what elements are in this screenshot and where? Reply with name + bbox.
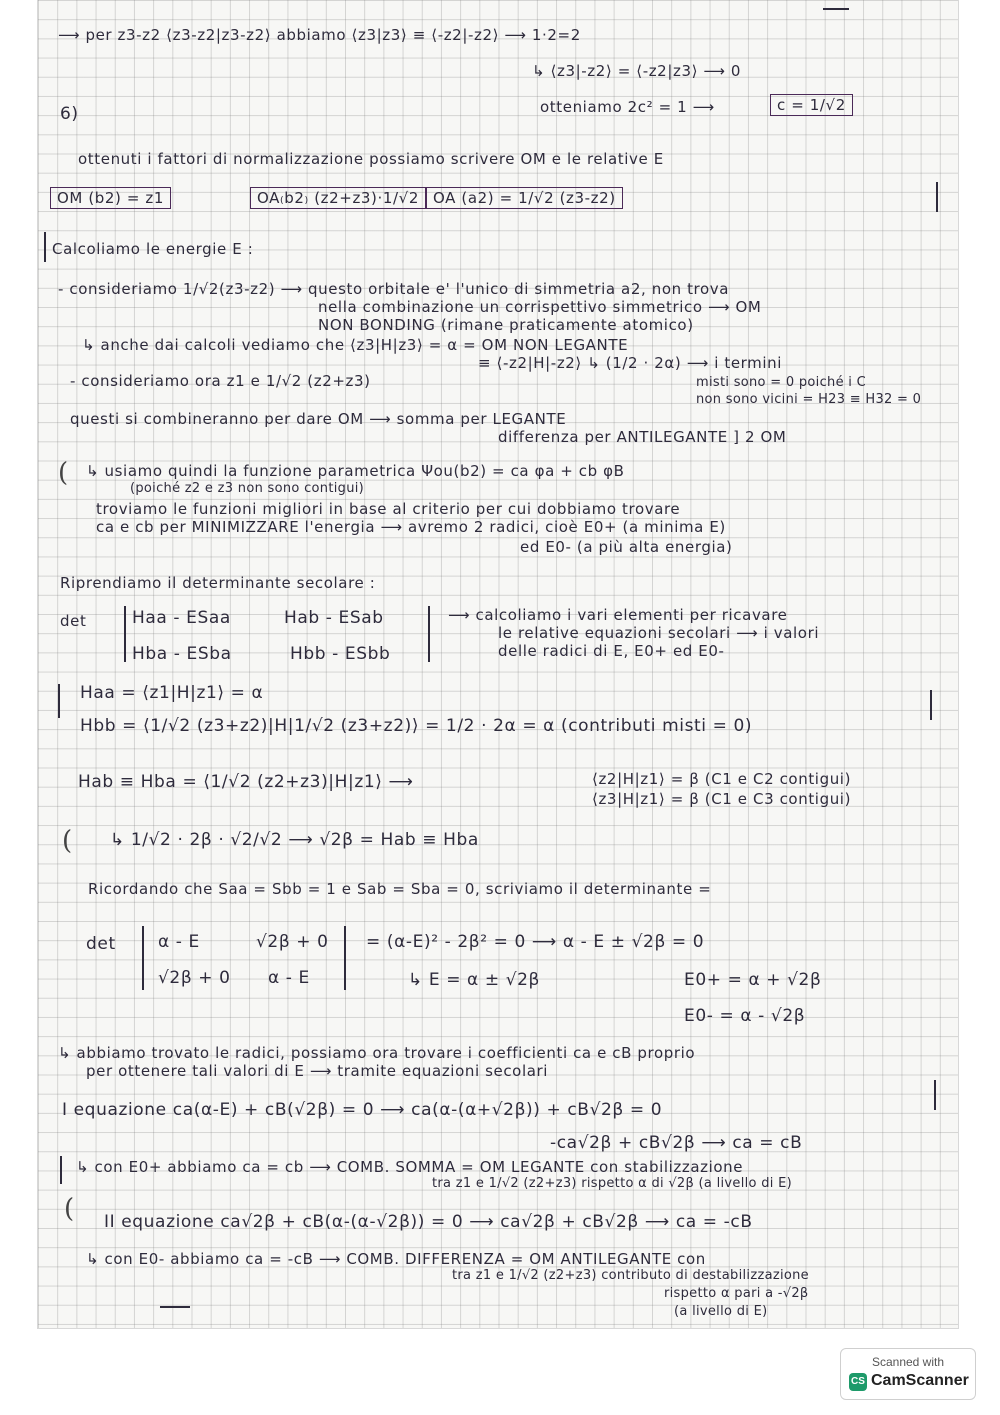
note-line-11b: misti sono = 0 poiché i C — [696, 375, 867, 390]
note-line-26: ↳ abbiamo trovato le radici, possiamo ora trovare i coefficienti ca e cB proprio — [58, 1044, 696, 1062]
normalization-result-box: c = 1/√2 — [770, 94, 853, 116]
equation-2: II equazione ca√2β + cB(α-(α-√2β)) = 0 ⟶ ca√2β + cB√2β ⟶ ca = -cB — [104, 1212, 753, 1232]
note-line-19: ed E0- (a più alta energia) — [520, 538, 733, 556]
note-line-12b: non sono vicini = H23 ≡ H32 = 0 — [696, 392, 922, 407]
margin-paren: ( — [62, 826, 73, 856]
det2-right-bar — [344, 926, 346, 990]
margin-bracket — [60, 1156, 62, 1184]
note-line-3: otteniamo 2c² = 1 ⟶ — [540, 98, 715, 116]
watermark-brand: CamScanner — [871, 1372, 969, 1389]
eq-hab-result: ↳ 1/√2 · 2β · √2/√2 ⟶ √2β = Hab ≡ Hba — [110, 830, 479, 850]
margin-bracket — [930, 690, 932, 720]
det1-note-2: le relative equazioni secolari ⟶ i valori — [498, 624, 820, 642]
margin-bracket — [58, 684, 60, 718]
note-line-17: troviamo le funzioni migliori in base al criterio per cui dobbiamo trovare — [96, 500, 681, 518]
det2-roots: ↳ E = α ± √2β — [408, 970, 540, 990]
note-line-10: ≡ ⟨-z2|H|-z2⟩ ↳ (1/2 · 2α) ⟶ i termini — [478, 354, 783, 372]
note-line-14: differenza per ANTILEGANTE ] 2 OM — [498, 428, 787, 446]
note-line-25: Ricordando che Saa = Sbb = 1 e Sab = Sba = 0, scriviamo il determinante = — [88, 880, 712, 898]
note-line-13: questi si combineranno per dare OM ⟶ somma per LEGANTE — [70, 410, 567, 428]
note-line-20: Riprendiamo il determinante secolare : — [60, 574, 376, 592]
note-line-1: ⟶ per z3-z2 ⟨z3-z2|z3-z2⟩ abbiamo ⟨z3|z3⟩ ≡ ⟨-z2|-z2⟩ ⟶ 1·2=2 — [58, 26, 581, 44]
det1-right-bar — [428, 606, 430, 662]
equation-1-result: -ca√2β + cB√2β ⟶ ca = cB — [550, 1133, 803, 1153]
orbital-box-3: OA (a2) = 1/√2 (z3-z2) — [426, 187, 623, 209]
note-line-5: Calcoliamo le energie E : — [52, 240, 254, 258]
note-line-4: ottenuti i fattori di normalizzazione possiamo scrivere OM e le relative E — [78, 150, 664, 168]
eq-hab-term-1: ⟨z2|H|z1⟩ = β (C1 e C2 contigui) — [592, 770, 852, 788]
note-line-15: ↳ usiamo quindi la funzione parametrica Ψou(b2) = ca φa + cb φB — [86, 462, 625, 480]
watermark-caption: Scanned with — [871, 1355, 945, 1369]
margin-paren: ( — [64, 1194, 75, 1224]
orbital-box-2: OA₍b2₎ (z2+z3)·1/√2 — [250, 187, 426, 209]
det1-note-3: delle radici di E, E0+ ed E0- — [498, 642, 725, 660]
det2-left-bar — [142, 926, 144, 990]
det1-left-bar — [124, 606, 126, 662]
det2-cell-ba: √2β + 0 — [158, 968, 231, 988]
det2-label: det — [86, 934, 116, 954]
det1-note-1: ⟶ calcoliamo i vari elementi per ricavare — [448, 606, 788, 624]
root-e0-plus: E0+ = α + √2β — [684, 970, 822, 990]
note-line-30: ↳ con E0+ abbiamo ca = cb ⟶ COMB. SOMMA = OM LEGANTE con stabilizzazione — [76, 1158, 744, 1176]
note-line-31: tra z1 e 1/√2 (z2+z3) rispetto α di √2β (a livello di E) — [432, 1176, 793, 1191]
det2-equation: = (α-E)² - 2β² = 0 ⟶ α - E ± √2β = 0 — [366, 932, 705, 952]
note-line-18: ca e cb per MINIMIZZARE l'energia ⟶ avremo 2 radici, cioè E0+ (a minima E) — [96, 518, 726, 536]
note-line-33: ↳ con E0- abbiamo ca = -cB ⟶ COMB. DIFFERENZA = OM ANTILEGANTE con — [86, 1250, 706, 1268]
det1-cell-ba: Hba - ESba — [132, 644, 232, 664]
note-line-6: - consideriamo 1/√2(z3-z2) ⟶ questo orbitale e' l'unico di simmetria a2, non trova — [58, 280, 730, 298]
note-line-16: (poiché z2 e z3 non sono contigui) — [130, 481, 365, 496]
det1-cell-ab: Hab - ESab — [284, 608, 384, 628]
note-line-8: NON BONDING (rimane praticamente atomico) — [318, 316, 694, 334]
eq-haa: Haa = ⟨z1|H|z1⟩ = α — [80, 683, 264, 703]
det2-cell-bb: α - E — [268, 968, 310, 988]
margin-bracket — [934, 1080, 936, 1110]
root-e0-minus: E0- = α - √2β — [684, 1006, 806, 1026]
det2-cell-aa: α - E — [158, 932, 200, 952]
note-line-35: rispetto α pari a -√2β — [664, 1286, 809, 1301]
note-line-27: per ottenere tali valori di E ⟶ tramite equazioni secolari — [86, 1062, 549, 1080]
camscanner-logo-icon: CS — [849, 1373, 867, 1391]
det1-cell-aa: Haa - ESaa — [132, 608, 231, 628]
camscanner-watermark — [840, 1348, 976, 1400]
det2-cell-ab: √2β + 0 — [256, 932, 329, 952]
section-number: 6) — [60, 104, 79, 124]
note-line-7: nella combinazione un corrispettivo simmetrico ⟶ OM — [318, 298, 762, 316]
eq-hbb: Hbb = ⟨1/√2 (z3+z2)|H|1/√2 (z3+z2)⟩ = 1/2 · 2α = α (contributi misti = 0) — [80, 716, 753, 736]
note-line-9: ↳ anche dai calcoli vediamo che ⟨z3|H|z3⟩ = α = OM NON LEGANTE — [82, 336, 629, 354]
eq-hab-term-2: ⟨z3|H|z1⟩ = β (C1 e C3 contigui) — [592, 790, 852, 808]
eq-hab: Hab ≡ Hba = ⟨1/√2 (z2+z3)|H|z1⟩ ⟶ — [78, 772, 414, 792]
note-line-11: - consideriamo ora z1 e 1/√2 (z2+z3) — [70, 372, 371, 390]
equation-1: I equazione ca(α-E) + cB(√2β) = 0 ⟶ ca(α-(α+√2β)) + cB√2β = 0 — [62, 1100, 663, 1120]
margin-bracket — [936, 182, 938, 212]
note-line-2: ↳ ⟨z3|-z2⟩ = ⟨-z2|z3⟩ ⟶ 0 — [532, 62, 742, 80]
bottom-mark — [160, 1306, 190, 1308]
top-mark — [823, 8, 849, 10]
note-line-34: tra z1 e 1/√2 (z2+z3) contributo di destabilizzazione — [452, 1268, 809, 1283]
note-line-36: (a livello di E) — [674, 1304, 768, 1319]
margin-paren: ( — [58, 458, 69, 488]
orbital-box-1: OM (b2) = z1 — [50, 187, 171, 209]
det1-cell-bb: Hbb - ESbb — [290, 644, 391, 664]
margin-bracket — [44, 232, 46, 262]
det1-label: det — [60, 612, 87, 630]
